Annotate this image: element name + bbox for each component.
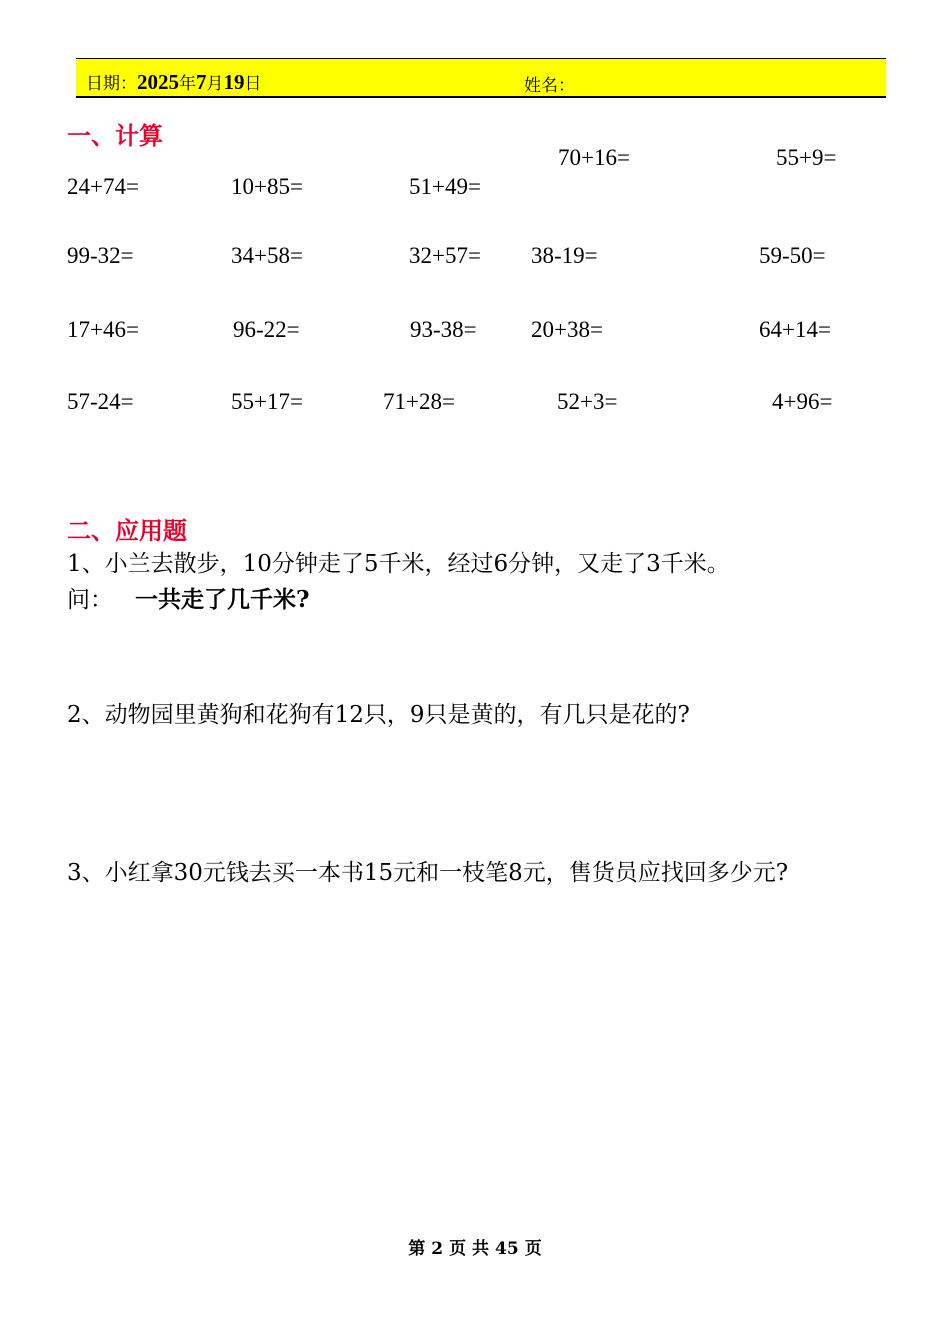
calc-problem: 20+38=: [531, 317, 603, 342]
calc-problem: 64+14=: [759, 317, 831, 342]
word-problem-1-question: [67, 582, 887, 618]
word-problem-1: [67, 546, 887, 618]
date-year-unit: 年: [179, 74, 196, 94]
section-title-calculation: 一、计算: [67, 121, 163, 150]
footer-suffix: 页: [524, 1239, 542, 1259]
calc-problem: 57-24=: [67, 389, 134, 414]
footer-page-number: 2: [431, 1239, 444, 1259]
footer-prefix: 第: [408, 1239, 426, 1259]
question-ask-label: 问：: [67, 587, 113, 613]
calc-problem: 38-19=: [531, 243, 598, 268]
calc-problem: 55+9=: [776, 145, 837, 170]
word-problem-1-text: 1、小兰去散步，10分钟走了5千米，经过6分钟，又走了3千米。: [67, 551, 730, 577]
date-year: 2025: [137, 70, 179, 94]
date-day: 19: [223, 70, 245, 94]
calc-problem: 51+49=: [409, 174, 481, 199]
calc-problem: 24+74=: [67, 174, 139, 199]
calc-problem: 34+58=: [231, 243, 303, 268]
section-title-word-problems: 二、应用题: [67, 516, 187, 545]
calc-problem: 59-50=: [759, 243, 826, 268]
date-month-unit: 月: [206, 74, 224, 94]
calc-problem: 93-38=: [410, 317, 477, 342]
page-footer: [0, 1234, 950, 1259]
calc-problem: 70+16=: [558, 145, 630, 170]
calc-problem: 10+85=: [231, 174, 303, 199]
calc-problem: 55+17=: [231, 389, 303, 414]
calc-problem: 32+57=: [409, 243, 481, 268]
date-month: 7: [196, 70, 207, 94]
footer-mid: 页 共: [449, 1239, 490, 1259]
calc-problem: 96-22=: [233, 317, 300, 342]
header-bar: [76, 58, 886, 98]
calc-problem: 99-32=: [67, 243, 134, 268]
question-text: 一共走了几千米?: [135, 586, 310, 613]
word-problem-3: 3、小红拿30元钱去买一本书15元和一枝笔8元，售货员应找回多少元?: [67, 860, 789, 886]
name-label: 姓名：: [524, 76, 575, 96]
date-label: 日期：: [86, 74, 137, 94]
date-field: [86, 69, 262, 95]
calc-problem: 71+28=: [383, 389, 455, 414]
footer-total-pages: 45: [495, 1239, 519, 1259]
word-problem-2: 2、动物园里黄狗和花狗有12只，9只是黄的，有几只是花的?: [67, 702, 690, 728]
date-day-unit: 日: [244, 74, 262, 94]
calc-problem: 4+96=: [772, 389, 833, 414]
calc-problem: 17+46=: [67, 317, 139, 342]
calc-problem: 52+3=: [557, 389, 618, 414]
